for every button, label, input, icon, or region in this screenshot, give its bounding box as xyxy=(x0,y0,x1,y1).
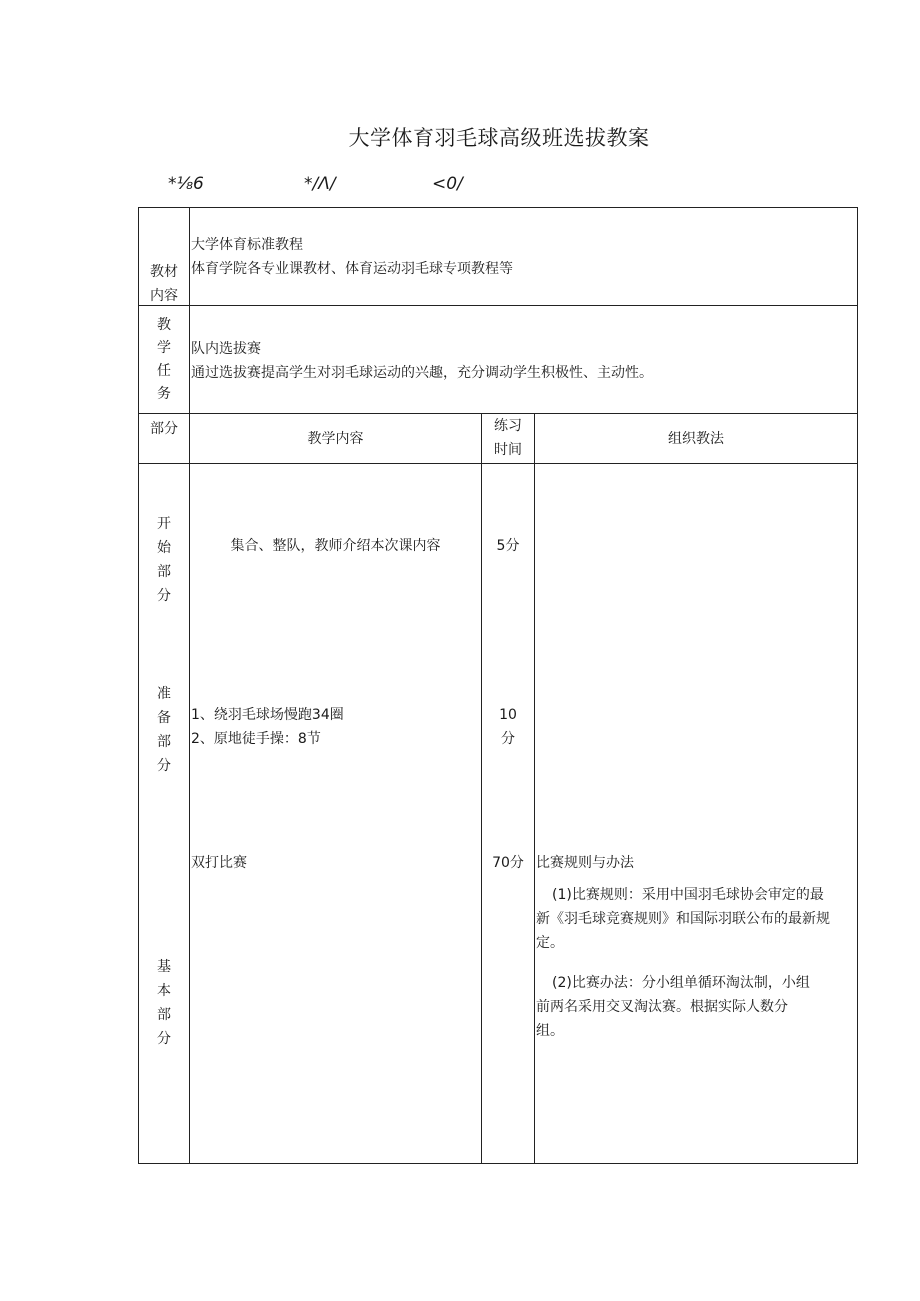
column-divider xyxy=(534,413,535,1163)
task-content: 队内选拔赛 通过选拔赛提高学生对羽毛球运动的兴趣，充分调动学生积极性、主动性。 xyxy=(191,341,653,381)
header-code-3: <0/ xyxy=(432,174,463,194)
prepare-time: 10 分 xyxy=(499,707,517,747)
row-divider xyxy=(139,305,857,306)
column-divider xyxy=(189,208,190,1163)
textbook-content: 大学体育标准教程 体育学院各专业课教材、体育运动羽毛球专项教程等 xyxy=(191,237,513,277)
lesson-plan-table xyxy=(138,207,858,1164)
prepare-content: 1、绕羽毛球场慢跑34圈 2、原地徒手操：8节 xyxy=(191,707,344,747)
basic-label: 基 本 部 分 xyxy=(157,959,171,1047)
header-content: 教学内容 xyxy=(307,431,364,447)
prepare-label: 准 备 部 分 xyxy=(157,686,171,774)
start-content: 集合、整队，教师介绍本次课内容 xyxy=(230,538,441,554)
column-divider xyxy=(481,413,482,1163)
page-title: 大学体育羽毛球高级班选拔教案 xyxy=(348,126,650,150)
task-label: 教 学 任 务 xyxy=(157,317,171,402)
header-time: 练习 时间 xyxy=(494,418,522,458)
row-divider xyxy=(139,463,857,464)
basic-method: 比赛规则与办法 (1)比赛规则：采用中国羽毛球协会审定的最 新《羽毛球竞赛规则》和国际羽联公布的最新规 定。 (2)比赛办法：分小组单循环淘汰制，小组 前两名采用交叉淘汰赛。根据实际人数分 组。 xyxy=(536,855,830,1039)
basic-time: 70分 xyxy=(492,855,524,871)
header-code-2: *∕Λ∕ xyxy=(304,174,336,194)
header-code-1: *⅛6 xyxy=(168,174,204,194)
header-part: 部分 xyxy=(150,421,178,437)
header-method: 组织教法 xyxy=(668,431,724,447)
start-time: 5分 xyxy=(496,538,520,554)
textbook-label: 教材 内容 xyxy=(150,264,178,304)
start-label: 开 始 部 分 xyxy=(157,516,171,604)
basic-content: 双打比赛 xyxy=(191,855,247,871)
